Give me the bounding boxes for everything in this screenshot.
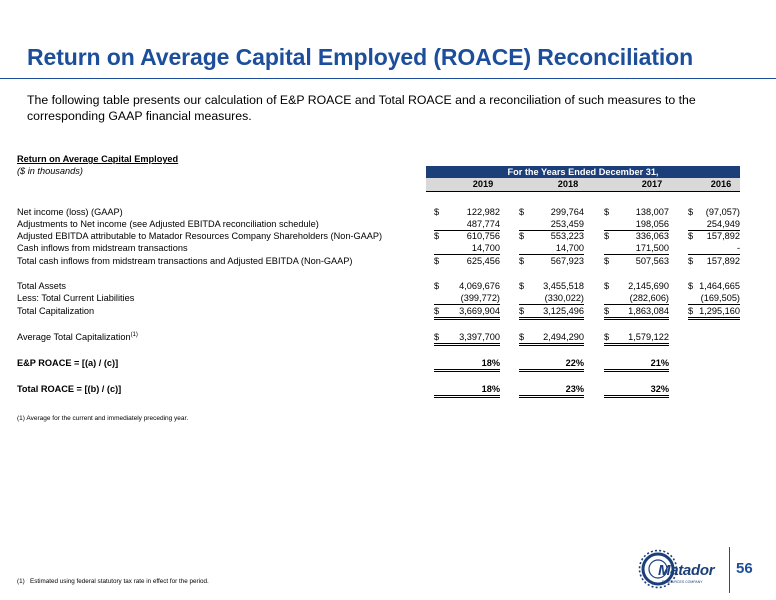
table-subtitle: ($ in thousands) — [17, 166, 83, 176]
table-row — [17, 357, 740, 369]
dollar-sign: $ — [604, 306, 610, 316]
value-cell: 336,063 — [635, 231, 669, 241]
value-cell: 23% — [565, 384, 584, 394]
dollar-sign: $ — [434, 256, 440, 266]
value-cell: 171,500 — [635, 243, 669, 253]
value-cell: 22% — [565, 358, 584, 368]
dollar-sign: $ — [688, 207, 694, 217]
footnote-text: Estimated using federal statutory tax rate in effect for the period. — [30, 578, 209, 585]
value-cell: 138,007 — [635, 207, 669, 217]
row-label: Average Total Capitalization$^{(1)}$ — [17, 331, 138, 342]
value-cell: (282,606) — [629, 293, 669, 303]
value-cell: (97,057) — [705, 207, 740, 217]
value-cell: 1,464,665 — [699, 281, 740, 291]
value-cell: 32% — [650, 384, 669, 394]
row-label: Net income (loss) (GAAP) — [17, 207, 123, 217]
value-cell: 18% — [481, 358, 500, 368]
value-cell: 14,700 — [555, 243, 584, 253]
value-cell: 14,700 — [471, 243, 500, 253]
value-cell: 3,455,518 — [543, 281, 584, 291]
row-label: Less: Total Current Liabilities — [17, 293, 135, 303]
value-cell: 507,563 — [635, 256, 669, 266]
footnote-marker: (1) — [130, 331, 138, 338]
table-row — [17, 206, 740, 218]
value-cell: 198,056 — [635, 219, 669, 229]
dollar-sign: $ — [519, 306, 525, 316]
value-cell: 254,949 — [706, 219, 740, 229]
table-row — [17, 230, 740, 242]
value-cell: 2,494,290 — [543, 332, 584, 342]
page-number: 56 — [736, 560, 753, 577]
dollar-sign: $ — [604, 281, 610, 291]
dollar-sign: $ — [519, 281, 525, 291]
table-row — [17, 242, 740, 254]
table-row — [17, 292, 740, 304]
table-row — [17, 331, 740, 343]
dollar-sign: $ — [519, 256, 525, 266]
value-cell: 157,892 — [706, 231, 740, 241]
year-2016: 2016 — [710, 179, 732, 189]
logo-divider — [729, 547, 730, 593]
dollar-sign: $ — [688, 256, 694, 266]
table-row — [17, 280, 740, 292]
value-cell: 2,145,690 — [628, 281, 669, 291]
value-cell: 3,125,496 — [543, 306, 584, 316]
row-label: Cash inflows from midstream transactions — [17, 243, 188, 253]
value-cell: 3,669,904 — [459, 306, 500, 316]
table-row — [17, 218, 740, 230]
year-2018: 2018 — [557, 179, 579, 189]
value-cell: (399,772) — [460, 293, 500, 303]
year-2019: 2019 — [472, 179, 494, 189]
row-label: Total cash inflows from midstream transactions and Adjusted EBITDA (Non-GAAP) — [17, 256, 353, 266]
footnote-number: (1) — [17, 578, 25, 585]
value-cell: 1,295,160 — [699, 306, 740, 316]
title-rule — [0, 78, 776, 79]
dollar-sign: $ — [434, 306, 440, 316]
dollar-sign: $ — [604, 256, 610, 266]
value-cell: (330,022) — [544, 293, 584, 303]
dollar-sign: $ — [688, 306, 694, 316]
value-cell: 157,892 — [706, 256, 740, 266]
table-title: Return on Average Capital Employed — [17, 154, 179, 164]
dollar-sign: $ — [519, 231, 525, 241]
dollar-sign: $ — [434, 207, 440, 217]
dollar-sign: $ — [434, 231, 440, 241]
table-footnote: (1) Average for the current and immediately preceding year. — [17, 415, 189, 422]
table-row — [17, 383, 740, 395]
row-label: Total Capitalization — [17, 306, 95, 316]
value-cell: 625,456 — [466, 256, 500, 266]
value-cell: 3,397,700 — [459, 332, 500, 342]
value-cell: 18% — [481, 384, 500, 394]
value-cell: 122,982 — [466, 207, 500, 217]
row-label: Adjusted EBITDA attributable to Matador Resources Company Shareholders (Non-GAAP) — [17, 231, 383, 241]
row-label: Total ROACE = [(b) / (c)] — [17, 384, 122, 394]
value-cell: 1,579,122 — [628, 332, 669, 342]
period-header: For the Years Ended December 31, — [426, 166, 740, 178]
year-header-row — [426, 178, 740, 192]
value-cell: 487,774 — [466, 219, 500, 229]
value-cell: 1,863,084 — [628, 306, 669, 316]
dollar-sign: $ — [434, 281, 440, 291]
table-row — [17, 255, 740, 267]
logo-wordmark: Matador — [658, 562, 715, 579]
row-label: E&P ROACE = [(a) / (c)] — [17, 358, 119, 368]
logo-tagline: RESOURCES COMPANY — [662, 580, 703, 584]
dollar-sign: $ — [519, 332, 525, 342]
value-cell: 610,756 — [466, 231, 500, 241]
intro-text: The following table presents our calculation of E&P ROACE and Total ROACE and a reconciliation of such measures to the corresponding GAAP financial measures. — [27, 93, 696, 123]
value-cell: 299,764 — [550, 207, 584, 217]
row-label: Total Assets — [17, 281, 67, 291]
row-label: Adjustments to Net income (see Adjusted EBITDA reconciliation schedule) — [17, 219, 319, 229]
bottom-footnote — [17, 578, 209, 585]
year-2017: 2017 — [641, 179, 663, 189]
value-cell: 553,223 — [550, 231, 584, 241]
table-row — [17, 305, 740, 317]
dollar-sign: $ — [519, 207, 525, 217]
value-cell: - — [736, 243, 740, 253]
value-cell: 567,923 — [550, 256, 584, 266]
dollar-sign: $ — [688, 231, 694, 241]
dollar-sign: $ — [604, 231, 610, 241]
value-cell: 253,459 — [550, 219, 584, 229]
dollar-sign: $ — [604, 332, 610, 342]
value-cell: 4,069,676 — [459, 281, 500, 291]
value-cell: 21% — [650, 358, 669, 368]
value-cell: (169,505) — [700, 293, 740, 303]
dollar-sign: $ — [688, 281, 694, 291]
dollar-sign: $ — [604, 207, 610, 217]
page-title: Return on Average Capital Employed (ROACE) Reconciliation — [27, 44, 694, 70]
company-logo — [636, 547, 724, 593]
dollar-sign: $ — [434, 332, 440, 342]
